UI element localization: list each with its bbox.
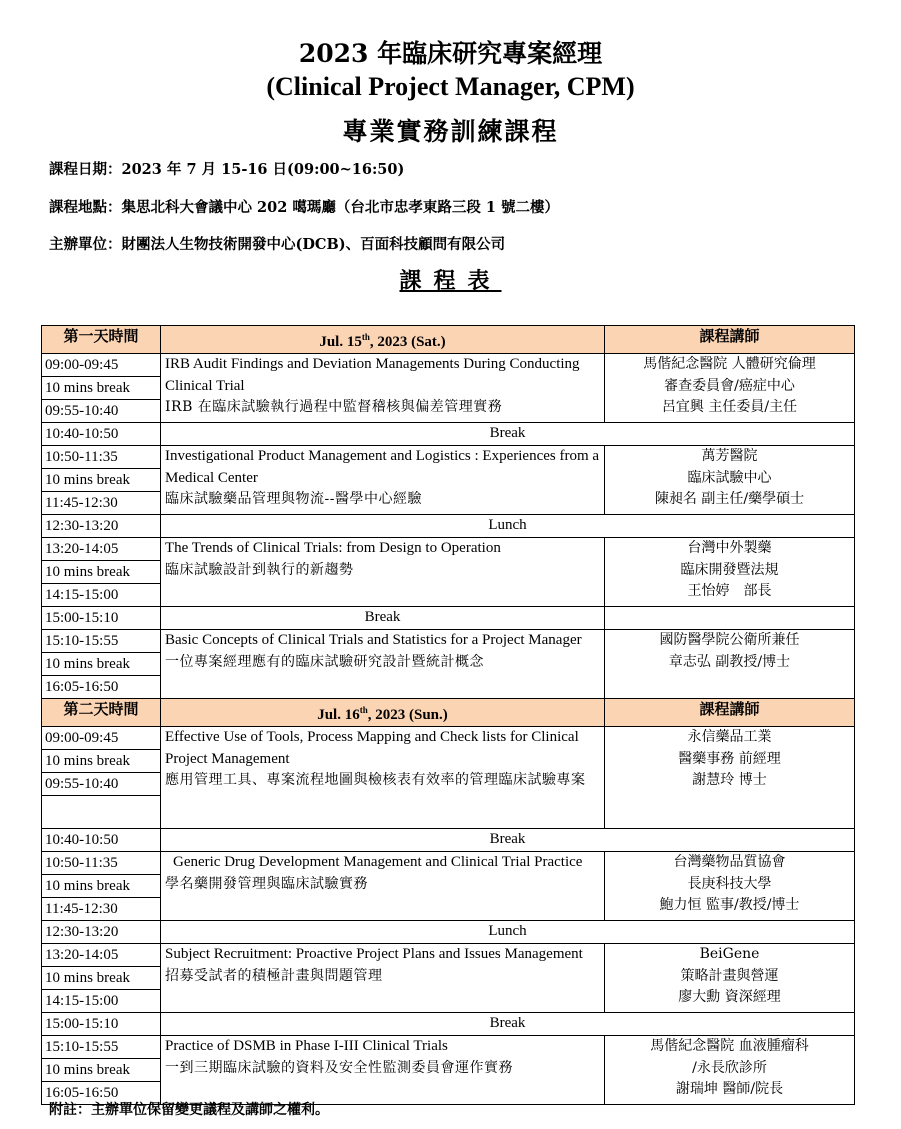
schedule-title: 課程表 (399, 268, 502, 294)
day2-time-header: 第二天時間 (42, 699, 161, 727)
session-speaker: 台灣中外製藥 臨床開發暨法規 王怡婷 部長 (605, 538, 855, 607)
break-label: Break (161, 423, 855, 446)
break-time: 10 mins break (42, 1059, 161, 1082)
footer-note: 附註：主辦單位保留變更議程及講師之權利。 (49, 1102, 329, 1118)
session-speaker: 台灣藥物品質協會 長庚科技大學 鮑力恒 監事/教授/博士 (605, 852, 855, 921)
break-time: 10:40-10:50 (42, 423, 161, 446)
session-topic: Subject Recruitment: Proactive Project Plans and Issues Management 招募受試者的積極計畫與問題管理 (161, 944, 605, 1013)
day1-date-header: Jul. 15th, 2023 (Sat.) (161, 326, 605, 354)
break-time: 10:40-10:50 (42, 829, 161, 852)
session-topic: Investigational Product Management and Logistics : Experiences from a Medical Center 臨床試驗藥品管理與物流--醫學中心經驗 (161, 446, 605, 515)
break-row (42, 829, 855, 852)
session-speaker: 國防醫學院公衛所兼任 章志弘 副教授/博士 (605, 630, 855, 699)
session-speaker: 萬芳醫院 臨床試驗中心 陳昶名 副主任/藥學碩士 (605, 446, 855, 515)
lunch-label: Lunch (161, 515, 855, 538)
day1-header-row (42, 326, 855, 354)
course-location: 課程地點：集思北科大會議中心 202 噶瑪廳（台北市忠孝東路三段 1 號二樓） (49, 199, 560, 216)
session-speaker: 永信藥品工業 醫藥事務 前經理 謝慧玲 博士 (605, 727, 855, 829)
break-row (42, 607, 855, 630)
break-time: 15:00-15:10 (42, 607, 161, 630)
table-row (42, 354, 855, 377)
break-time: 15:00-15:10 (42, 1013, 161, 1036)
session-time: 09:55-10:40 (42, 773, 161, 796)
title-line-2: (Clinical Project Manager, CPM) (266, 72, 635, 101)
session-time: 09:55-10:40 (42, 400, 161, 423)
session-time: 16:05-16:50 (42, 1082, 161, 1105)
course-date: 課程日期：2023 年 7 月 15-16 日(09:00~16:50) (49, 161, 405, 178)
session-time: 10:50-11:35 (42, 852, 161, 875)
schedule-table (41, 325, 855, 1105)
break-row (42, 1013, 855, 1036)
break-time: 10 mins break (42, 377, 161, 400)
break-time: 10 mins break (42, 561, 161, 584)
day2-date-header: Jul. 16th, 2023 (Sun.) (161, 699, 605, 727)
course-organizer: 主辦單位：財團法人生物技術開發中心(DCB)、百面科技顧問有限公司 (49, 236, 506, 253)
day2-speaker-header: 課程講師 (605, 699, 855, 727)
lunch-label: Lunch (161, 921, 855, 944)
break-row (42, 423, 855, 446)
session-time: 16:05-16:50 (42, 676, 161, 699)
session-time: 15:10-15:55 (42, 630, 161, 653)
session-speaker: 馬偕紀念醫院 人體研究倫理 審查委員會/癌症中心 呂宜興 主任委員/主任 (605, 354, 855, 423)
title-line-3: 專業實務訓練課程 (342, 117, 559, 146)
session-time: 11:45-12:30 (42, 898, 161, 921)
session-time: 13:20-14:05 (42, 538, 161, 561)
break-label: Break (161, 607, 605, 630)
table-row (42, 727, 855, 750)
session-time: 15:10-15:55 (42, 1036, 161, 1059)
break-time: 10 mins break (42, 875, 161, 898)
lunch-row (42, 515, 855, 538)
session-time: 14:15-15:00 (42, 584, 161, 607)
session-time: 13:20-14:05 (42, 944, 161, 967)
table-row (42, 944, 855, 967)
session-time: 11:45-12:30 (42, 492, 161, 515)
table-row (42, 630, 855, 653)
table-row (42, 852, 855, 875)
session-topic: Effective Use of Tools, Process Mapping and Check lists for Clinical Project Management 應用管理工具、專案流程地圖與檢核表有效率的管理臨床試驗專案 (161, 727, 605, 829)
lunch-time: 12:30-13:20 (42, 921, 161, 944)
session-speaker: 馬偕紀念醫院 血液腫瘤科 /永長欣診所 謝瑞坤 醫師/院長 (605, 1036, 855, 1105)
day2-header-row (42, 699, 855, 727)
title-line-1: 2023 年臨床研究專案經理 (298, 39, 603, 68)
session-time: 10:50-11:35 (42, 446, 161, 469)
lunch-time: 12:30-13:20 (42, 515, 161, 538)
session-topic: Basic Concepts of Clinical Trials and Statistics for a Project Manager 一位專案經理應有的臨床試驗研究設計暨統計概念 (161, 630, 605, 699)
break-label: Break (161, 829, 855, 852)
day1-speaker-header: 課程講師 (605, 326, 855, 354)
break-label: Break (161, 1013, 855, 1036)
session-topic: Generic Drug Development Management and Clinical Trial Practice 學名藥開發管理與臨床試驗實務 (161, 852, 605, 921)
break-time: 10 mins break (42, 750, 161, 773)
break-time: 10 mins break (42, 967, 161, 990)
empty-time-cell (42, 796, 161, 829)
table-row (42, 446, 855, 469)
session-time: 14:15-15:00 (42, 990, 161, 1013)
empty-cell (605, 607, 855, 630)
table-row (42, 538, 855, 561)
session-speaker: BeiGene 策略計畫與營運 廖大勳 資深經理 (605, 944, 855, 1013)
session-time: 09:00-09:45 (42, 354, 161, 377)
session-topic: The Trends of Clinical Trials: from Design to Operation 臨床試驗設計到執行的新趨勢 (161, 538, 605, 607)
break-time: 10 mins break (42, 469, 161, 492)
day1-time-header: 第一天時間 (42, 326, 161, 354)
table-row (42, 1036, 855, 1059)
session-topic: Practice of DSMB in Phase I-III Clinical Trials 一到三期臨床試驗的資料及安全性監測委員會運作實務 (161, 1036, 605, 1105)
session-time: 09:00-09:45 (42, 727, 161, 750)
lunch-row (42, 921, 855, 944)
session-topic: IRB Audit Findings and Deviation Managements During Conducting Clinical Trial IRB 在臨床試驗執行過程中監督稽核與偏差管理實務 (161, 354, 605, 423)
break-time: 10 mins break (42, 653, 161, 676)
